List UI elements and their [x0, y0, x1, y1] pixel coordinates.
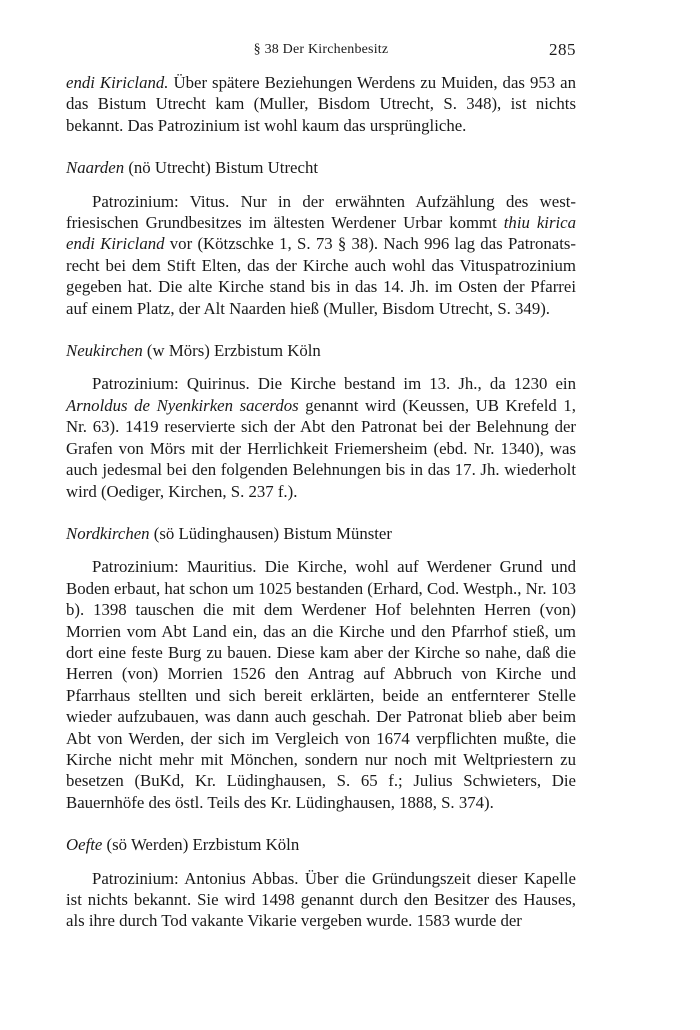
italic-run: thiu kirica endi Kiricland: [66, 213, 577, 254]
place-name: Naarden: [66, 158, 125, 178]
text-run: Patrozinium: Antonius Abbas. Über die Gründungszeit dieser Kapelle ist nichts bekannt. Sie wird 1498 genannt durch den Besitzer des Hauses, als ihre durch Tod vakante Vikarie vergeben wurde. 1583 wurde der: [66, 868, 576, 931]
page-header: [66, 40, 576, 64]
text-run: Patrozinium: Mauritius. Die Kirche, wohl auf Werdener Grund und Boden erbaut, hat schon um 1025 bestanden (Erhard, Cod. Westph., Nr. 103 b). 1398 tauschen die mit dem Werdener Hof belehnten Herren (von) Morrien vom Abt Land ein, das an die Kirche und den Pfarrhof stieß, um dort eine feste Burg zu bauen. Diese kam aber der Kirche so nahe, daß die Herren (von) Morrien 1526 den Antrag auf Abbruch von Kirche und Pfarrhaus stellten und sich bereit erklärten, beide an entfernterer Stelle wieder aufzubauen, was dann auch geschah. Der Patronat blieb aber beim Abt von Werden, der sich im Vergleich von 1674 verpflichten mußte, die Kirche nicht mehr mit Mönchen, sondern nur noch mit Weltpriestern zu besetzen (BuKd, Kr. Lüdinghausen, S. 65 f.; Julius Schwieters, Die Bauernhöfe des östl. Teils des Kr. Lüdinghausen, 1888, S. 374).: [66, 557, 576, 812]
sections: [66, 157, 576, 932]
section-heading: [66, 523, 576, 544]
text-run: vor (Kötzschke 1, S. 73 § 38). Nach 996 lag das Patronatsrecht bei dem Stift Elten, das der Kirche auch wohl das Vituspatrozinium gegeben hat. Die alte Kirche stand bis in das 14. Jh. im Osten der Pfarrei auf einem Platz, der Alt Naarden hieß (Muller, Bisdom Utrecht, S. 349).: [66, 234, 577, 318]
place-name: Nordkirchen: [66, 523, 150, 543]
page-body: [66, 72, 576, 932]
heading-diocese: (sö Werden) Erzbistum Köln: [102, 835, 300, 855]
section-paragraph: [66, 868, 576, 932]
section-heading: [66, 157, 576, 178]
page-number: 285: [549, 40, 576, 59]
place-name: Neukirchen: [66, 341, 143, 361]
section-heading: [66, 834, 576, 855]
italic-run: Arnoldus de Nyenkirken sacerdos: [66, 395, 299, 415]
text-run: genannt wird (Keussen, UB Krefeld 1, Nr. 63). 1419 reservierte sich der Abt den Patronat bei der Belehnung der Grafen von Mörs mit der Herrlichkeit Friemersheim (ebd. Nr. 1340), was auch jedesmal bei den folgenden Belehnungen bis in das 17. Jh. wiederholt wird (Oediger, Kirchen, S. 237 f.).: [66, 395, 576, 501]
section-paragraph: [66, 191, 576, 319]
intro-paragraph: [66, 72, 576, 136]
heading-diocese: (nö Utrecht) Bistum Utrecht: [124, 158, 318, 178]
place-name: Oefte: [66, 835, 103, 855]
section-heading: [66, 340, 576, 361]
intro-text: Über spätere Beziehungen Werdens zu Muiden, das 953 an das Bistum Utrecht kam (Muller, Bisdom Utrecht, S. 348), ist nichts bekannt. Das Patrozinium ist wohl kaum das ursprüngliche.: [66, 73, 576, 135]
heading-diocese: (sö Lüdinghausen) Bistum Münster: [149, 523, 392, 543]
text-run: Patrozinium: Quirinus. Die Kirche bestand im 13. Jh., da 1230 ein: [92, 374, 576, 394]
section-paragraph: [66, 373, 576, 501]
intro-italic: endi Kiricland.: [66, 73, 169, 92]
section-paragraph: [66, 556, 576, 813]
running-head: § 38 Der Kirchenbesitz: [253, 42, 389, 57]
heading-diocese: (w Mörs) Erzbistum Köln: [142, 341, 321, 361]
text-run: Patrozinium: Vitus. Nur in der erwähnten Aufzählung des westfriesischen Grundbesitzes im ältesten Werdener Urbar kommt: [66, 191, 576, 233]
